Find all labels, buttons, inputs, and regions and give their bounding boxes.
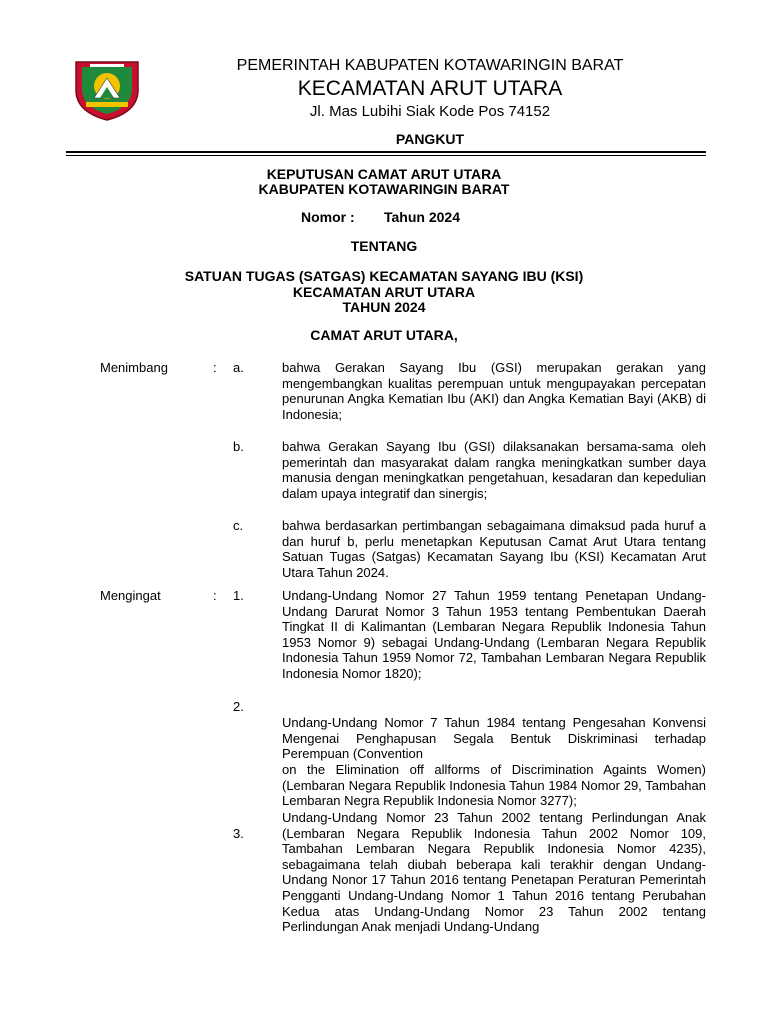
decree-year: Tahun 2024: [384, 209, 460, 225]
subject-line3: TAHUN 2024: [342, 299, 426, 315]
tentang-heading: TENTANG: [350, 238, 418, 254]
mengingat-item-2-part1: Undang-Undang Nomor 7 Tahun 1984 tentang Pengesahan Konvensi Mengenai Penghapusan Segala Bentuk Diskriminasi terhadap Perempuan (Convention: [282, 715, 706, 762]
district-heading: KECAMATAN ARUT UTARA: [297, 77, 563, 100]
subject-line2: KECAMATAN ARUT UTARA: [292, 284, 476, 300]
official-title: CAMAT ARUT UTARA,: [310, 327, 458, 343]
mengingat-colon: :: [213, 588, 217, 603]
letterhead-rule-thin: [66, 155, 706, 156]
mengingat-item-2-part2: on the Elimination off allforms of Discrimination Againts Women) (Lembaran Negara Republik Indonesia Tahun 1984 Nomor 29, Tambahan Lembaran Negra Republik Indonesia Nomor 3277);: [282, 762, 706, 809]
decree-title-line1: KEPUTUSAN CAMAT ARUT UTARA: [266, 166, 502, 182]
place-name: PANGKUT: [395, 131, 465, 147]
menimbang-marker-c: c.: [233, 518, 244, 533]
mengingat-marker-3: 3.: [233, 826, 244, 841]
decree-title-line2: KABUPATEN KOTAWARINGIN BARAT: [258, 181, 510, 197]
mengingat-marker-1: 1.: [233, 588, 244, 603]
menimbang-colon: :: [213, 360, 217, 375]
address-line: Jl. Mas Lubihi Siak Kode Pos 74152: [309, 103, 551, 120]
mengingat-item-1: Undang-Undang Nomor 27 Tahun 1959 tentang Penetapan Undang-Undang Darurat Nomor 3 Tahun 1953 tentang Pembentukan Daerah Tingkat II di Kalimantan (Lembaran Negara Republik Indonesia Tahun 1953 Nomor 9) sebagai Undang-Undang (Lembaran Negara Republik Indonesia Tahun 1959 Nomor 72, Tambahan Lembaran Negara Republik Indonesia Nomor 1820);: [282, 588, 706, 681]
menimbang-item-c: bahwa berdasarkan pertimbangan sebagaimana dimaksud pada huruf a dan huruf b, perlu menetapkan Keputusan Camat Arut Utara tentang Satuan Tugas (Satgas) Kecamatan Sayang Ibu (KSI) Kecamatan Arut Utara Tahun 2024.: [282, 518, 706, 580]
menimbang-marker-a: a.: [233, 360, 244, 375]
mengingat-marker-2: 2.: [233, 699, 244, 714]
subject-line1: SATUAN TUGAS (SATGAS) KECAMATAN SAYANG IBU (KSI): [184, 268, 584, 284]
government-heading: PEMERINTAH KABUPATEN KOTAWARINGIN BARAT: [236, 57, 624, 74]
letterhead-rule-thick: [66, 151, 706, 153]
menimbang-marker-b: b.: [233, 439, 244, 454]
menimbang-item-b: bahwa Gerakan Sayang Ibu (GSI) dilaksanakan bersama-sama oleh pemerintah dan masyarakat dalam rangka meningkatkan sumber daya manusia dengan meningkatkan pengetahuan, kesadaran dan kepedulian dalam upaya integratif dan sinergis;: [282, 439, 706, 501]
menimbang-item-a: bahwa Gerakan Sayang Ibu (GSI) merupakan gerakan yang mengembangkan kualitas perempuan untuk mengupayakan percepatan penurunan Angka Kematian Ibu (AKI) dan Angka Kematian Bayi (AKB) di Indonesia;: [282, 360, 706, 422]
mengingat-item-3: Undang-Undang Nomor 23 Tahun 2002 tentang Perlindungan Anak (Lembaran Negara Republik Indonesia Tahun 2002 Nomor 109, Tambahan Lembaran Negara Republik Indonesia Nomor 4235), sebagaimana telah diubah beberapa kali terakhir dengan Undang-Undang Nonor 17 Tahun 2016 tentang Penetapan Peraturan Pemerintah Pengganti Undang-Undang Nomor 1 Tahun 2016 tentang Perubahan Kedua atas Undang-Undang Nomor 23 Tahun 2002 tentang Perlindungan Anak menjadi Undang-Undang: [282, 810, 706, 935]
regency-emblem-logo: [72, 56, 142, 122]
decree-number-label: Nomor :: [301, 209, 355, 225]
mengingat-label: Mengingat: [100, 588, 161, 603]
menimbang-label: Menimbang: [100, 360, 168, 375]
